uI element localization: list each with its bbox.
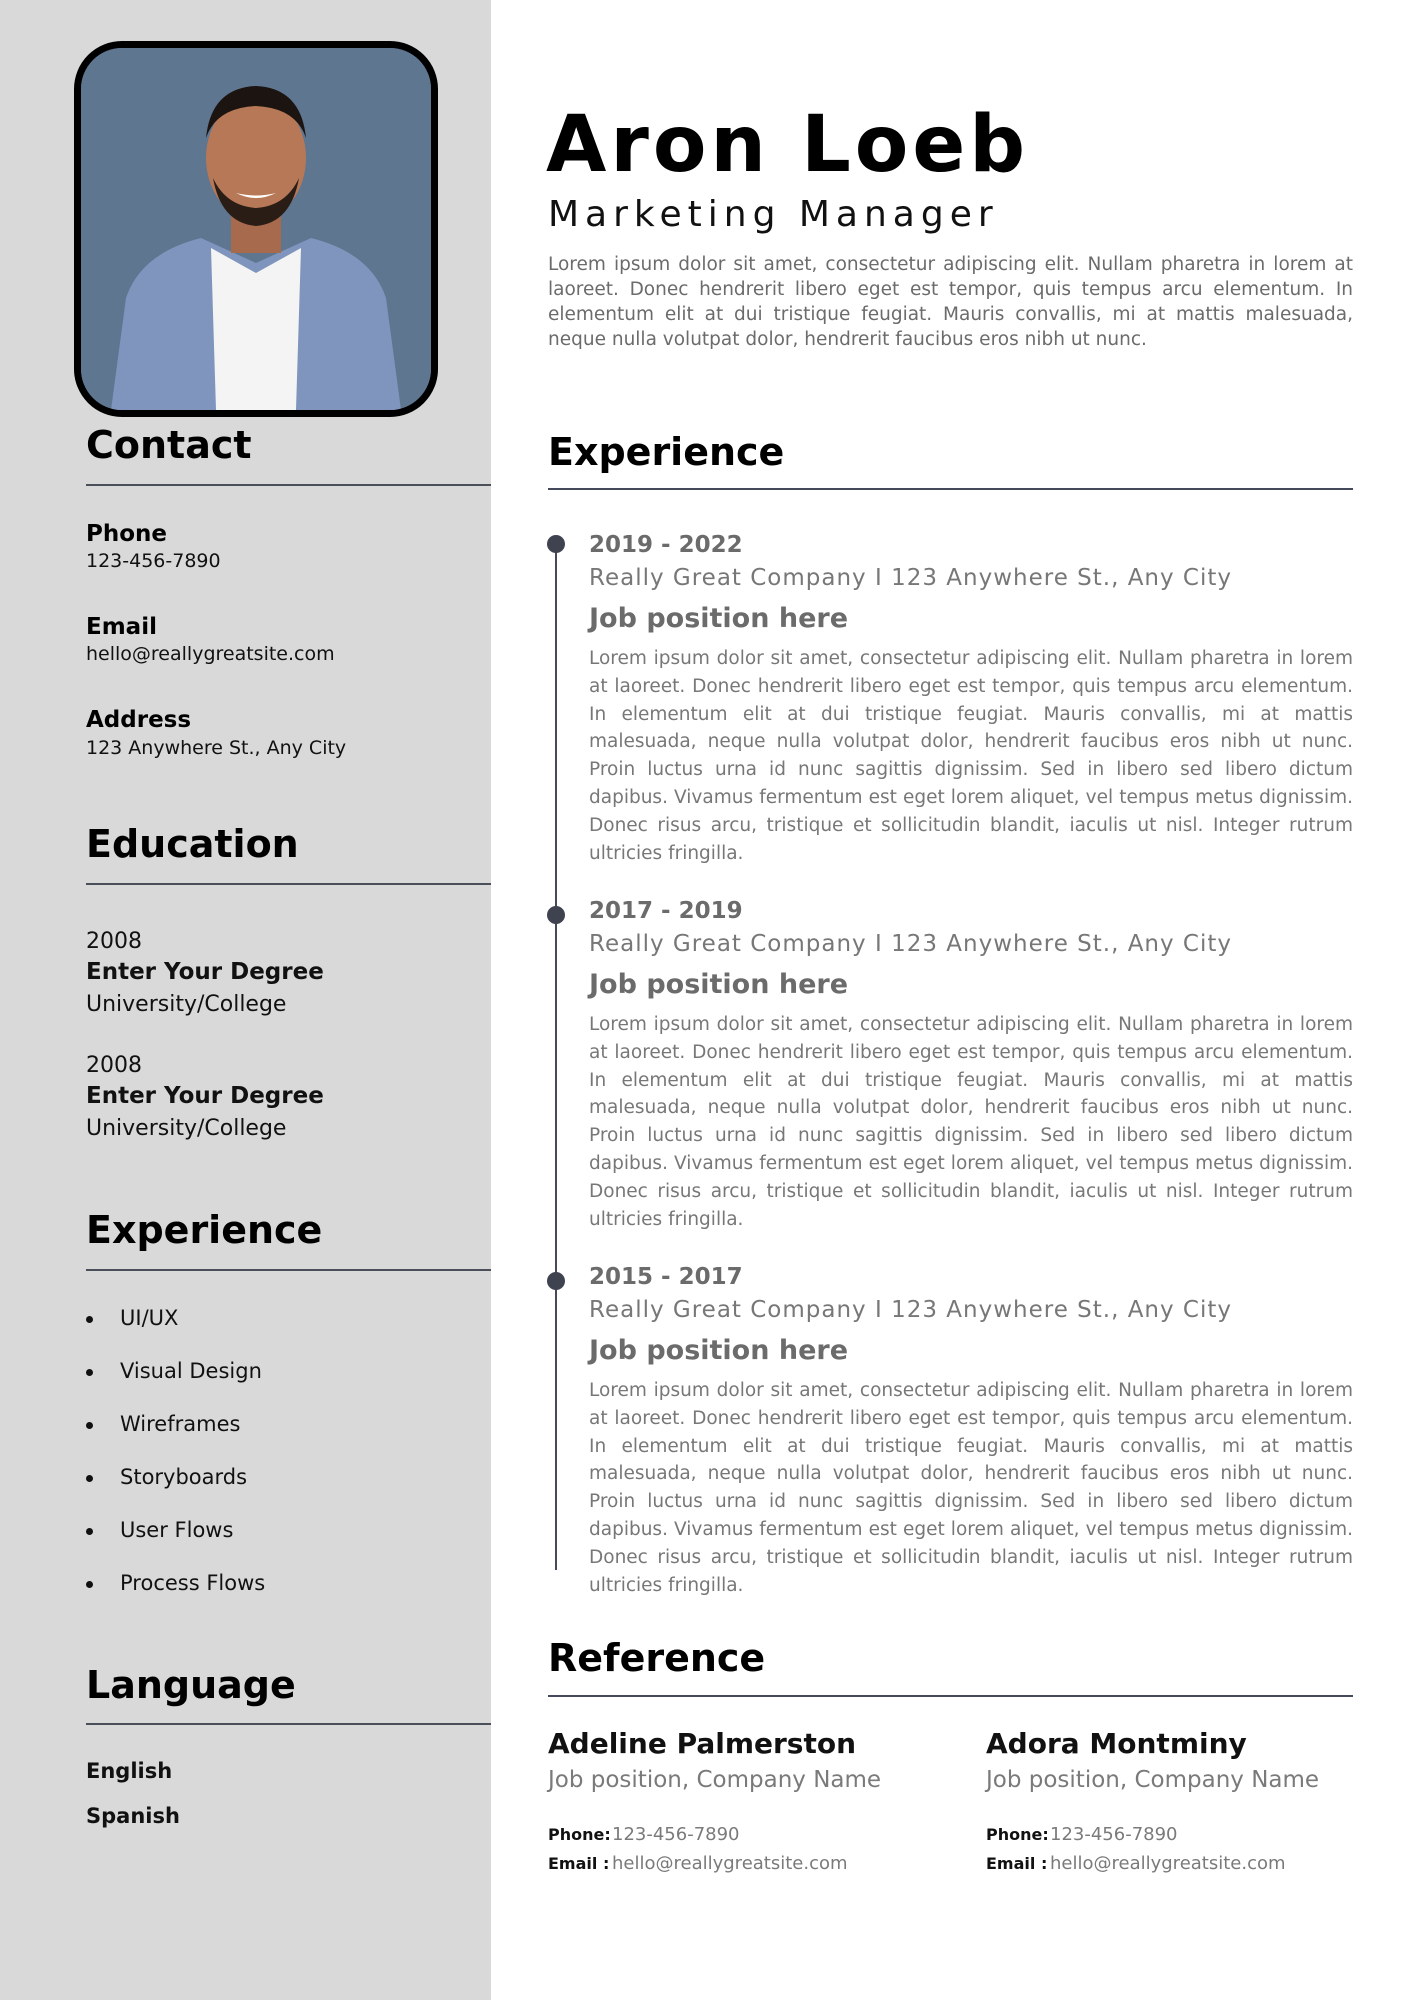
bullet-icon: [86, 1422, 93, 1429]
education-heading: Education: [86, 822, 299, 866]
job-years: 2019 - 2022: [589, 532, 743, 558]
language-item: English: [86, 1759, 173, 1783]
job-company: Really Great Company I 123 Anywhere St., Any City: [589, 1297, 1233, 1323]
reference-card: [548, 1727, 928, 1882]
contact-divider: [86, 484, 491, 486]
education-divider: [86, 883, 491, 885]
job-years: 2017 - 2019: [589, 898, 743, 924]
job-description: Lorem ipsum dolor sit amet, consectetur adipiscing elit. Nullam pharetra in lorem at laoreet. Donec hendrerit libero eget est tempor, quis tempus arcu elementum. In elementum elit at dui tristique feugiat. Mauris convallis, mi at mattis malesuada, neque nulla volutpat dolor, hendrerit faucibus eros nibh ut nunc. Proin luctus urna id nunc sagittis dignissim. Sed in libero sed libero dictum dapibus. Vivamus fermentum est eget lorem aliquet, vel tempus metus dignissim. Donec risus arcu, tristique et sollicitudin blandit, iaculis ut nisl. Integer rutrum ultricies fringilla.: [589, 1380, 1353, 1596]
sidebar: [0, 0, 491, 2000]
profile-photo: [74, 41, 438, 417]
skill-label: UI/UX: [120, 1306, 179, 1330]
bullet-icon: [86, 1369, 93, 1376]
job-position: Job position here: [589, 1335, 849, 1366]
reference-email: [986, 1853, 1366, 1882]
skill-item: [86, 1514, 265, 1567]
reference-job: Job position, Company Name: [986, 1767, 1320, 1793]
skill-label: Process Flows: [120, 1571, 266, 1595]
skills-divider: [86, 1269, 491, 1271]
language-item: Spanish: [86, 1804, 180, 1828]
timeline-dot-icon: [547, 1272, 565, 1290]
reference-name: Adora Montminy: [986, 1727, 1247, 1760]
bullet-icon: [86, 1581, 93, 1588]
skills-list: [86, 1302, 265, 1620]
email-label: Email: [86, 614, 157, 640]
reference-heading: Reference: [548, 1636, 766, 1680]
reference-card: [986, 1727, 1366, 1882]
job-years: 2015 - 2017: [589, 1264, 743, 1290]
reference-phone-value: 123-456-7890: [1050, 1824, 1178, 1845]
reference-phone: [986, 1824, 1366, 1853]
skill-label: Wireframes: [120, 1412, 241, 1436]
education-year: 2008: [86, 929, 142, 954]
skill-label: User Flows: [120, 1518, 234, 1542]
bullet-icon: [86, 1528, 93, 1535]
job-company: Really Great Company I 123 Anywhere St., Any City: [589, 565, 1233, 591]
email-label: Email :: [548, 1854, 610, 1873]
phone-value: 123-456-7890: [86, 550, 221, 572]
bullet-icon: [86, 1475, 93, 1482]
bullet-icon: [86, 1316, 93, 1323]
education-school: University/College: [86, 992, 287, 1017]
reference-name: Adeline Palmerston: [548, 1727, 857, 1760]
skills-heading: Experience: [86, 1208, 323, 1252]
education-school: University/College: [86, 1116, 287, 1141]
experience-entry: [589, 1264, 1353, 1599]
phone-label: Phone:: [986, 1825, 1049, 1844]
candidate-role: Marketing Manager: [548, 194, 999, 235]
phone-label: Phone: [86, 521, 168, 547]
reference-email-value[interactable]: hello@reallygreatsite.com: [612, 1853, 848, 1874]
experience-heading: Experience: [548, 430, 785, 474]
skill-item: [86, 1302, 265, 1355]
skill-item: [86, 1355, 265, 1408]
education-degree: Enter Your Degree: [86, 1083, 324, 1109]
skill-item: [86, 1408, 265, 1461]
reference-email: [548, 1853, 928, 1882]
job-position: Job position here: [589, 603, 849, 634]
reference-email-value[interactable]: hello@reallygreatsite.com: [1050, 1853, 1286, 1874]
timeline-line: [555, 547, 557, 1570]
address-label: Address: [86, 707, 192, 733]
experience-entry: [589, 898, 1353, 1233]
contact-heading: Contact: [86, 423, 252, 467]
experience-divider: [548, 488, 1353, 490]
email-value[interactable]: hello@reallygreatsite.com: [86, 643, 335, 665]
skill-label: Visual Design: [120, 1359, 262, 1383]
language-divider: [86, 1723, 491, 1725]
education-year: 2008: [86, 1053, 142, 1078]
timeline-dot-icon: [547, 906, 565, 924]
reference-job: Job position, Company Name: [548, 1767, 882, 1793]
timeline-dot-icon: [547, 535, 565, 553]
skill-item: [86, 1461, 265, 1514]
job-company: Really Great Company I 123 Anywhere St., Any City: [589, 931, 1233, 957]
email-label: Email :: [986, 1854, 1048, 1873]
address-value: 123 Anywhere St., Any City: [86, 737, 347, 759]
reference-phone-value: 123-456-7890: [612, 1824, 740, 1845]
skill-label: Storyboards: [120, 1465, 248, 1489]
job-description: Lorem ipsum dolor sit amet, consectetur adipiscing elit. Nullam pharetra in lorem at laoreet. Donec hendrerit libero eget est tempor, quis tempus arcu elementum. In elementum elit at dui tristique feugiat. Mauris convallis, mi at mattis malesuada, neque nulla volutpat dolor, hendrerit faucibus eros nibh ut nunc. Proin luctus urna id nunc sagittis dignissim. Sed in libero sed libero dictum dapibus. Vivamus fermentum est eget lorem aliquet, vel tempus metus dignissim. Donec risus arcu, tristique et sollicitudin blandit, iaculis ut nisl. Integer rutrum ultricies fringilla.: [589, 648, 1353, 864]
skill-item: [86, 1567, 265, 1620]
person-portrait-icon: [81, 48, 431, 410]
job-description: Lorem ipsum dolor sit amet, consectetur adipiscing elit. Nullam pharetra in lorem at laoreet. Donec hendrerit libero eget est tempor, quis tempus arcu elementum. In elementum elit at dui tristique feugiat. Mauris convallis, mi at mattis malesuada, neque nulla volutpat dolor, hendrerit faucibus eros nibh ut nunc. Proin luctus urna id nunc sagittis dignissim. Sed in libero sed libero dictum dapibus. Vivamus fermentum est eget lorem aliquet, vel tempus metus dignissim. Donec risus arcu, tristique et sollicitudin blandit, iaculis ut nisl. Integer rutrum ultricies fringilla.: [589, 1014, 1353, 1230]
profile-summary: Lorem ipsum dolor sit amet, consectetur adipiscing elit. Nullam pharetra in lorem at laoreet. Donec hendrerit libero eget est tempor, quis tempus arcu elementum. In elementum elit at dui tristique feugiat. Mauris convallis, mi at mattis malesuada, neque nulla volutpat dolor, hendrerit faucibus eros nibh ut nunc.: [548, 254, 1353, 350]
reference-phone: [548, 1824, 928, 1853]
job-position: Job position here: [589, 969, 849, 1000]
phone-label: Phone:: [548, 1825, 611, 1844]
experience-entry: [589, 532, 1353, 867]
language-heading: Language: [86, 1663, 296, 1707]
candidate-name: Aron Loeb: [546, 100, 1030, 190]
reference-divider: [548, 1695, 1353, 1697]
education-degree: Enter Your Degree: [86, 959, 324, 985]
